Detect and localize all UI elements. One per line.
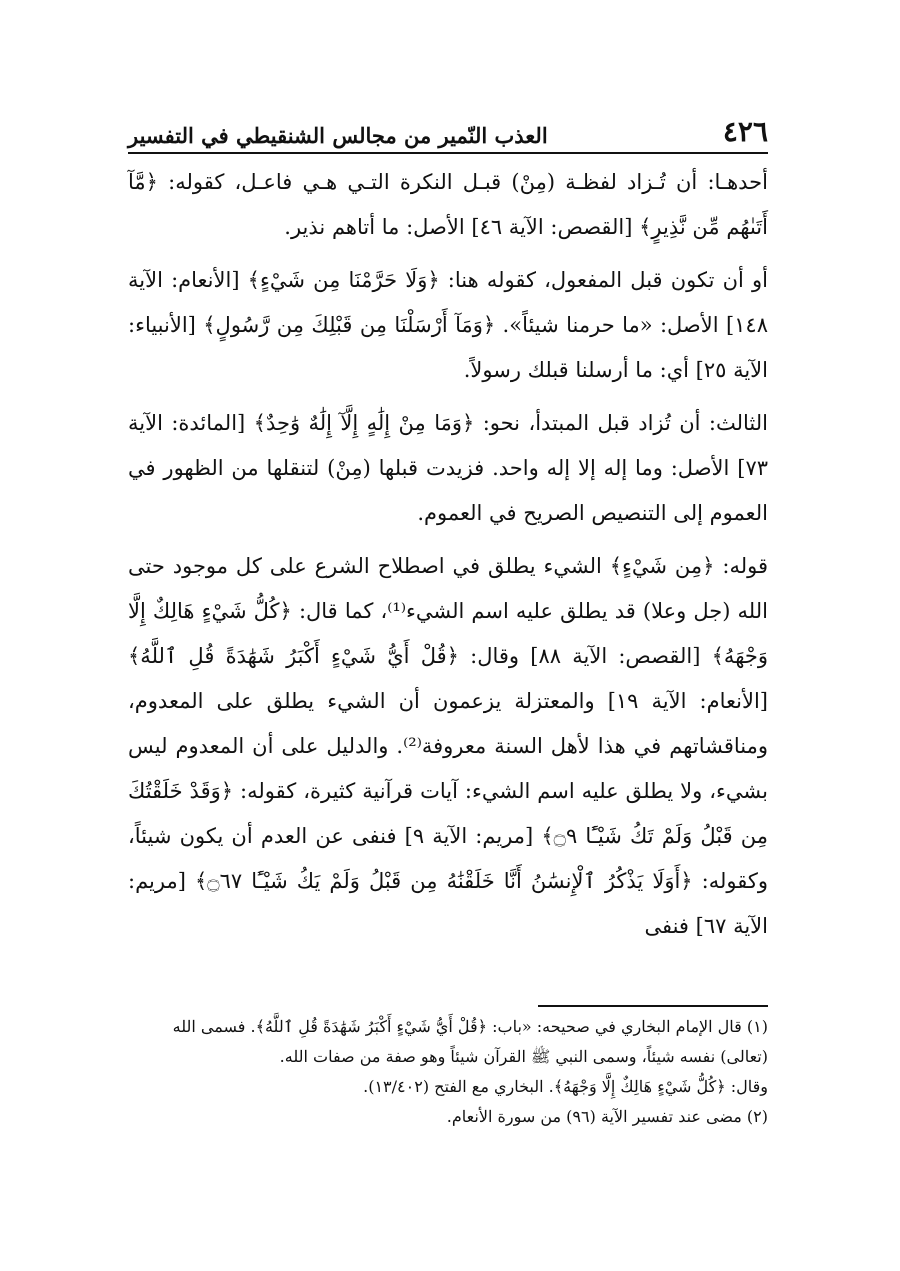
running-title: العذب النّمير من مجالس الشنقيطي في التفسير	[128, 123, 548, 148]
paragraph-2: أو أن تكون قبل المفعول، كقوله هنا: ﴿وَلَا حَرَّمْنَا مِن شَيْءٍ﴾ [الأنعام: الآية ١٤٨] الأصل: «ما حرمنا شيئاً». ﴿وَمَآ أَرْسَلْنَا مِن قَبْلِكَ مِن رَّسُولٍ﴾ [الأنبياء: الآية ٢٥] أي: ما أرسلنا قبلك رسولاً.	[128, 268, 768, 382]
paragraph-1: أحدهـا: أن تُـزاد لفظـة (مِنْ) قبـل النكرة التـي هـي فاعـل، كقوله: ﴿مَّآ أَتَىٰهُم مِّن نَّذِيرٍ﴾ [القصص: الآية ٤٦] الأصل: ما أتاهم نذير.	[128, 170, 768, 239]
footnote-2: (٢) مضى عند تفسير الآية (٩٦) من سورة الأنعام.	[446, 1107, 768, 1126]
page-number: ٤٢٦	[722, 115, 768, 148]
footnote-1-line-2: (تعالى) نفسه شيئاً، وسمى النبي ﷺ القرآن شيئاً وهو صفة من صفات الله.	[279, 1047, 768, 1066]
footnote-1-line-3: وقال: ﴿كُلُّ شَيْءٍ هَالِكٌ إِلَّا وَجْهَهُ﴾. البخاري مع الفتح (١٣/٤٠٢).	[363, 1077, 768, 1096]
footnotes	[128, 1012, 768, 1132]
main-text	[128, 160, 768, 957]
footnote-separator	[538, 1005, 768, 1007]
paragraph-3: الثالث: أن تُزاد قبل المبتدأ، نحو: ﴿وَمَا مِنْ إِلَٰهٍ إِلَّآ إِلَٰهٌ وَٰحِدٌ﴾ [المائدة: الآية ٧٣] الأصل: وما إله إلا إله واحد. فزيدت قبلها (مِنْ) لتنقلها من الظهور في العموم إلى التنصيص الصريح في العموم.	[128, 411, 768, 525]
page-header	[128, 108, 768, 154]
footnote-1-line-1: (١) قال الإمام البخاري في صحيحه: «باب: ﴿قُلْ أَيُّ شَيْءٍ أَكْبَرُ شَهَٰدَةً قُلِ ٱللَّهُ﴾. فسمى الله	[172, 1017, 768, 1036]
paragraph-4: قوله: ﴿مِن شَيْءٍ﴾ الشيء يطلق في اصطلاح الشرع على كل موجود حتى الله (جل وعلا) قد يطلق عليه اسم الشيء⁽¹⁾، كما قال: ﴿كُلُّ شَيْءٍ هَالِكٌ إِلَّا وَجْهَهُ﴾ [القصص: الآية ٨٨] وقال: ﴿قُلْ أَيُّ شَيْءٍ أَكْبَرُ شَهَٰدَةً قُلِ ٱللَّهُ﴾ [الأنعام: الآية ١٩] والمعتزلة يزعمون أن الشيء يطلق على المعدوم، ومناقشاتهم في هذا لأهل السنة معروفة⁽²⁾. والدليل على أن المعدوم ليس بشيء، ولا يطلق عليه اسم الشيء: آيات قرآنية كثيرة، كقوله: ﴿وَقَدْ خَلَقْتُكَ مِن قَبْلُ وَلَمْ تَكُ شَيْـًٔا ۝٩﴾ [مريم: الآية ٩] فنفى عن العدم أن يكون شيئاً، وكقوله: ﴿أَوَلَا يَذْكُرُ ٱلْإِنسَٰنُ أَنَّا خَلَقْنَٰهُ مِن قَبْلُ وَلَمْ يَكُ شَيْـًٔا ۝٦٧﴾ [مريم: الآية ٦٧] فنفى	[128, 554, 768, 938]
